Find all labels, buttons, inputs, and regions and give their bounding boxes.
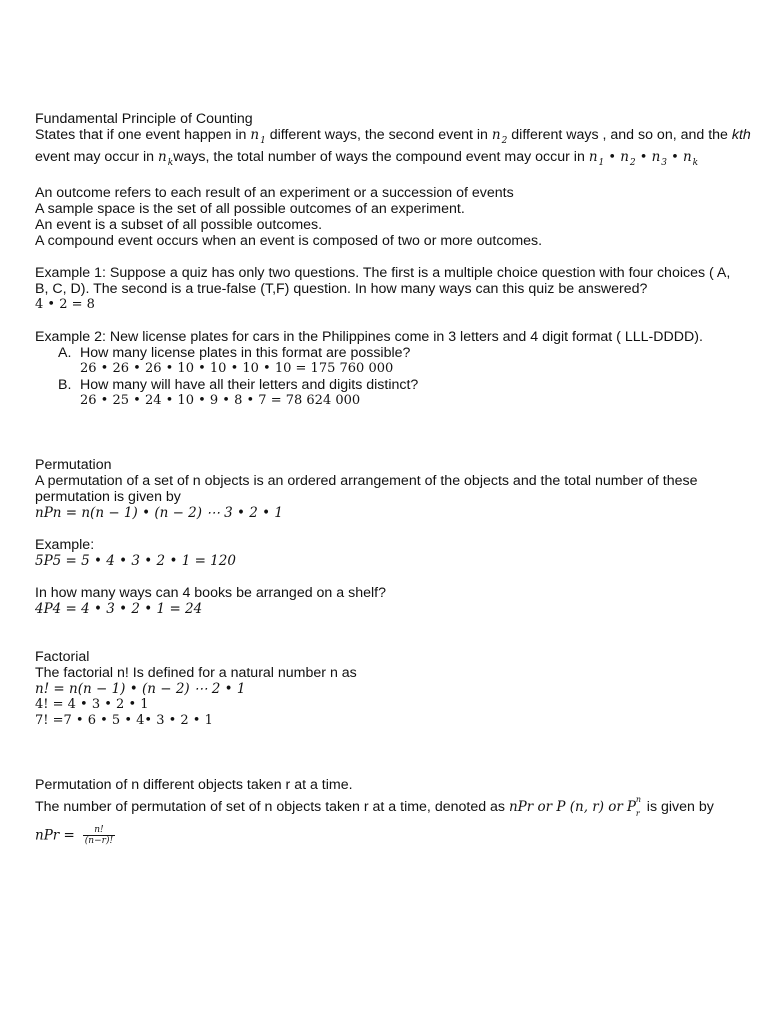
question-text: How many will have all their letters and digits distinct? bbox=[80, 377, 419, 393]
factorial-text: The factorial n! Is defined for a natural number n as bbox=[35, 665, 357, 681]
factorial-section bbox=[35, 649, 745, 729]
definition-line: A sample space is the set of all possible outcomes of an experiment. bbox=[35, 201, 465, 217]
example-2 bbox=[35, 329, 745, 409]
example-2-text: Example 2: New license plates for cars in the Philippines come in 3 letters and 4 digit format ( LLL-DDDD). bbox=[35, 329, 703, 345]
npr-text bbox=[35, 795, 745, 818]
npr-notation: nPr or P (n, r) or bbox=[508, 799, 623, 815]
question-text: How many license plates in this format are possible? bbox=[80, 345, 411, 361]
npr-section bbox=[35, 777, 745, 846]
npr-text-part: is given by bbox=[646, 799, 714, 815]
permutation-text: A permutation of a set of n objects is an ordered arrangement of the objects and the total number of these permutation is given by bbox=[35, 473, 698, 505]
section-heading: Factorial bbox=[35, 649, 90, 665]
npr-formula bbox=[35, 825, 745, 846]
fundamental-section bbox=[35, 111, 751, 168]
npr-text-part: The number of permutation of set of n objects taken r at a time, denoted as bbox=[35, 799, 506, 815]
example-2-item-b bbox=[35, 377, 745, 393]
example-2-formula-b: 26 • 25 • 24 • 10 • 9 • 8 • 7 = 78 624 000 bbox=[80, 393, 361, 408]
section-heading: Permutation bbox=[35, 457, 112, 473]
p-n-r-notation: P n r bbox=[626, 795, 641, 818]
definitions-list bbox=[35, 185, 745, 249]
npr-formula-lhs: nPr = bbox=[35, 827, 75, 844]
example-1 bbox=[35, 265, 745, 313]
factorial-formula: n! = n(n − 1) • (n − 2) ⋯ 2 • 1 bbox=[35, 681, 246, 697]
statement-text: event may occur in bbox=[35, 149, 155, 165]
permutation-formula: nPn = n(n − 1) • (n − 2) ⋯ 3 • 2 • 1 bbox=[35, 505, 283, 521]
document-page bbox=[35, 111, 751, 846]
list-marker: A. bbox=[58, 345, 72, 361]
example-1-text: Example 1: Suppose a quiz has only two questions. The first is a multiple choice question with four choices ( A, B, C, D). The second is a true-false (T,F) question. In how many ways can this quiz be answered? bbox=[35, 265, 731, 297]
definition-line: A compound event occurs when an event is composed of two or more outcomes. bbox=[35, 233, 543, 249]
statement-text: States that if one event happen in bbox=[35, 127, 247, 143]
permutation-section bbox=[35, 457, 745, 617]
example-2-formula-a: 26 • 26 • 26 • 10 • 10 • 10 • 10 = 175 760 000 bbox=[80, 361, 394, 376]
npr-fraction: $\frac{n!}{(n-r)!}$ bbox=[84, 825, 114, 846]
example-label: Example: bbox=[35, 537, 95, 553]
permutation-example-formula: 5P5 = 5 • 4 • 3 • 2 • 1 = 120 bbox=[35, 553, 236, 569]
definition-line: An event is a subset of all possible outcomes. bbox=[35, 217, 323, 233]
factorial-formula: 7! =7 • 6 • 5 • 4• 3 • 2 • 1 bbox=[35, 713, 213, 728]
product-formula: $n_1$ • $n_2$ • $n_3$ • $n_k$ bbox=[588, 149, 699, 168]
example-1-formula: 4 • 2 = 8 bbox=[35, 297, 95, 312]
statement-text: ways, the total number of ways the compound event may occur in bbox=[173, 149, 585, 165]
definition-line: An outcome refers to each result of an experiment or a succession of events bbox=[35, 185, 514, 201]
section-heading: Permutation of n different objects taken r at a time. bbox=[35, 777, 353, 793]
statement-text: different ways , and so on, and the bbox=[511, 127, 728, 143]
statement-text: different ways, the second event in bbox=[269, 127, 488, 143]
factorial-formula: 4! = 4 • 3 • 2 • 1 bbox=[35, 697, 149, 712]
permutation-question-formula: 4P4 = 4 • 3 • 2 • 1 = 24 bbox=[35, 601, 203, 617]
math-variable: $n_2$ bbox=[491, 127, 508, 146]
list-marker: B. bbox=[58, 377, 72, 393]
math-variable: $n_1$ bbox=[250, 127, 266, 146]
example-2-item-a bbox=[35, 345, 745, 361]
permutation-question: In how many ways can 4 books be arranged on a shelf? bbox=[35, 585, 386, 601]
math-variable: $n_k$ bbox=[158, 149, 174, 168]
section-heading: Fundamental Principle of Counting bbox=[35, 111, 253, 127]
fundamental-statement-line-1 bbox=[35, 127, 751, 146]
fundamental-statement-line-2 bbox=[35, 149, 745, 167]
kth-term: kth bbox=[731, 127, 751, 143]
